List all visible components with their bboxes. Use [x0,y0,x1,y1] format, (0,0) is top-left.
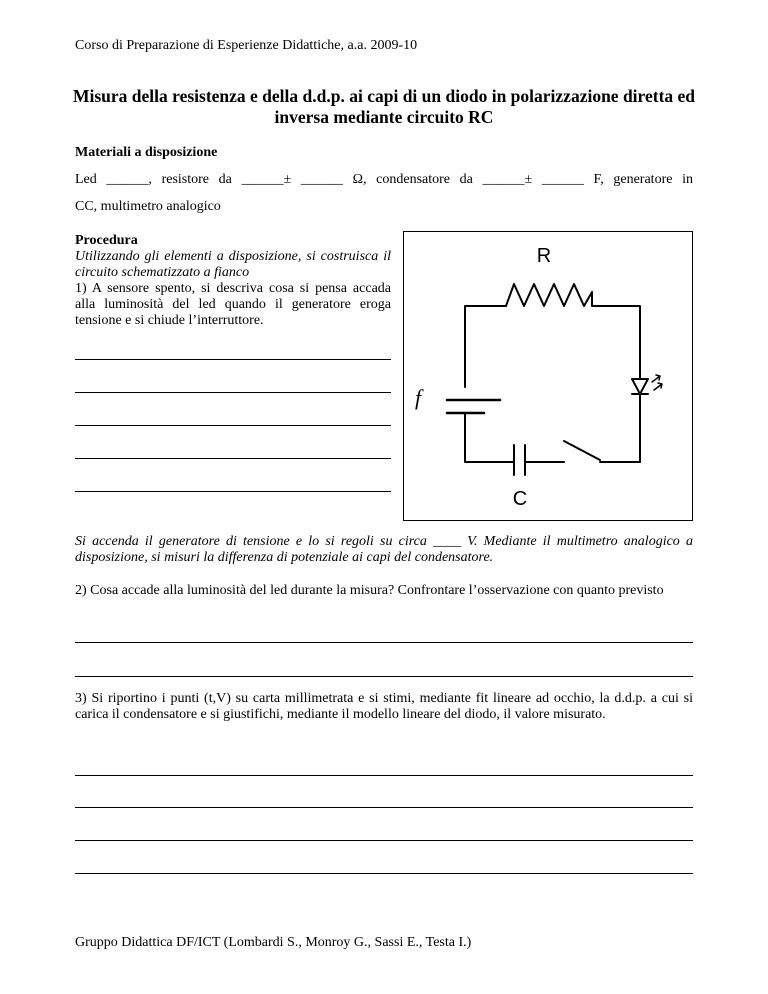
switch-lever [564,441,600,460]
wire-top [465,306,506,387]
answer-line[interactable] [75,676,693,677]
materials-line-1: Led ______, resistore da ______± ______ Ω, condensatore da ______± ______ F, generatore in [75,172,693,187]
procedure-heading: Procedura [75,233,138,248]
question-1: 1) A sensore spento, si descriva cosa si pensa accada alla luminosità del led quando il generatore eroga tensione e si chiude l’interruttore. [75,281,391,328]
generator-label: f [415,385,422,410]
answer-line[interactable] [75,775,693,776]
resistor-symbol [506,284,592,306]
resistor-label: R [536,245,552,267]
answer-line[interactable] [75,392,391,393]
answer-line[interactable] [75,840,693,841]
answer-line[interactable] [75,807,693,808]
answer-line[interactable] [75,873,693,874]
instruction-2: Si accenda il generatore di tensione e lo si regoli su circa ____ V. Mediante il multimetro analogico a disposizione, si misuri la differenza di potenziale ai capi del condensatore. [75,534,693,565]
procedure-instruction: Utilizzando gli elementi a disposizione, si costruisca il circuito schematizzato a fianco [75,249,391,280]
page-title: Misura della resistenza e della d.d.p. ai capi di un diodo in polarizzazione diretta ed inversa mediante circuito RC [72,86,696,127]
materials-heading: Materiali a disposizione [75,145,218,160]
page-footer: Gruppo Didattica DF/ICT (Lombardi S., Monroy G., Sassi E., Testa I.) [75,935,472,950]
led-icon [632,379,648,394]
answer-line[interactable] [75,425,391,426]
question-3: 3) Si riportino i punti (t,V) su carta millimetrata e si stimi, mediante fit lineare ad occhio, la d.d.p. a cui si carica il condensatore e si giustifichi, mediante il modello lineare del diodo, il valore misurato. [75,691,693,722]
page-header: Corso di Preparazione di Esperienze Didattiche, a.a. 2009-10 [75,38,418,53]
capacitor-label: C [512,488,528,510]
procedure-section [75,233,391,329]
wire-bottom-left [465,413,514,462]
answer-line[interactable] [75,491,391,492]
circuit-diagram [403,231,693,521]
materials-line-2: CC, multimetro analogico [75,199,221,214]
question-2: 2) Cosa accade alla luminosità del led durante la misura? Confrontare l’osservazione con quanto previsto [75,583,664,598]
wire-top-right [592,292,640,379]
answer-line[interactable] [75,642,693,643]
answer-line[interactable] [75,458,391,459]
answer-line[interactable] [75,359,391,360]
